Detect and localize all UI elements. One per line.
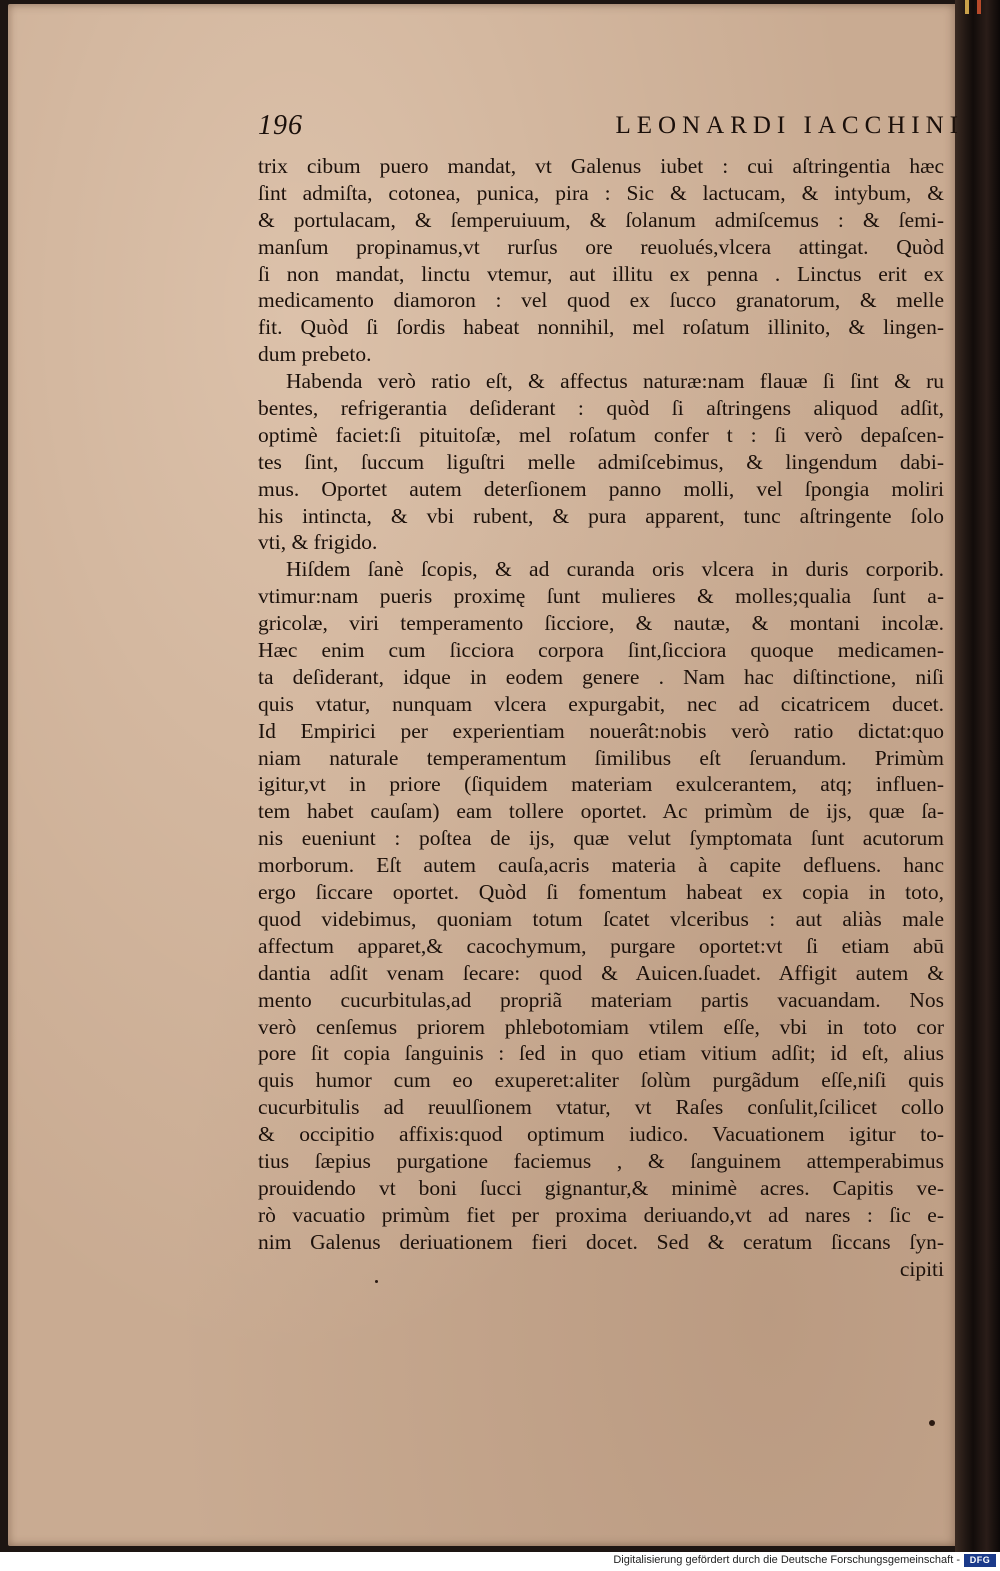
catchword-line (258, 1256, 944, 1283)
text-line: rò vacuatio primùm fiet per proxima deriuando,vt ad nares : ſic e- (258, 1202, 944, 1227)
edge-mark (965, 0, 969, 14)
text-line: Id Empirici per experientiam nouerât:nobis verò ratio dictat:quo (258, 718, 944, 743)
ink-speck (929, 1420, 935, 1426)
text-line: & occipitio affixis:quod optimum iudico. Vacuationem igitur to- (258, 1122, 944, 1147)
text-line: vtimur:nam pueris proximę ſunt mulieres & molles;qualia ſunt a- (258, 584, 944, 609)
page-number: 196 (258, 110, 303, 141)
text-line: Habenda verò ratio eſt, & affectus naturæ:nam flauæ ſi ſint & ru (286, 369, 944, 394)
text-line: quis humor cum eo exuperet:aliter ſolùm purgãdum eſſe,niſi quis (258, 1068, 944, 1093)
text-line: medicamento diamoron : vel quod ex ſucco granatorum, & melle (258, 288, 944, 313)
text-line: his intincta, & vbi rubent, & pura apparent, tunc aſtringente ſolo (258, 503, 944, 528)
body-text (258, 153, 944, 1282)
text-line: cucurbitulis ad reuulſionem vtatur, vt Raſes conſulit,ſcilicet collo (258, 1095, 944, 1120)
text-line: tes ſint, ſuccum liguſtri melle admiſcebimus, & lingendum dabi- (258, 449, 944, 474)
text-line: dantia adſit venam ſecare: quod & Auicen.ſuadet. Affigit autem & (258, 960, 944, 985)
text-line: verò cenſemus priorem phlebotomiam vtilem eſſe, vbi in toto cor (258, 1014, 944, 1039)
text-line: pore ſit copia ſanguinis : ſed in quo etiam vitium adſit; id eſt, alius (258, 1041, 944, 1066)
text-line: morborum. Eſt autem cauſa,acris materia à capite defluens. hanc (258, 853, 944, 878)
text-line: quod videbimus, quoniam totum ſcatet vlceribus : aut aliàs male (258, 906, 944, 931)
text-line: tius ſæpius purgatione faciemus , & ſanguinem attemperabimus (258, 1148, 944, 1173)
text-line: gricolæ, viri temperamento ſicciore, & nautæ, & montani incolæ. (258, 611, 944, 636)
running-head (258, 110, 964, 144)
text-line: fit. Quòd ſi ſordis habeat nonnihil, mel roſatum illinito, & lingen- (258, 315, 944, 340)
dfg-logo: DFG (964, 1554, 996, 1567)
text-line: ſint admiſta, cotonea, punica, pira : Sic & lactucam, & intybum, & (258, 180, 944, 205)
page-edge (955, 0, 1000, 1552)
text-line: nim Galenus deriuationem fieri docet. Sed & ceratum ſiccans ſyn- (258, 1229, 944, 1254)
text-line: manſum propinamus,vt rurſus ore reuolués,vlcera attingat. Quòd (258, 234, 944, 259)
text-line: & portulacam, & ſemperuiuum, & ſolanum admiſcemus : & ſemi- (258, 207, 944, 232)
catchword: cipiti (899, 1256, 944, 1281)
text-line: quis vtatur, nunquam vlcera expurgabit, nec ad cicatricem ducet. (258, 691, 944, 716)
text-line: mento cucurbitulas,ad propriã materiam partis vacuandam. Nos (258, 987, 944, 1012)
text-line: niam naturale temperamentum ſimilibus eſt ſeruandum. Primùm (258, 745, 944, 770)
funding-notice: Digitalisierung gefördert durch die Deutsche Forschungsgemeinschaft - (613, 1554, 960, 1566)
text-line: ergo ſiccare oportet. Quòd ſi fomentum habeat ex copia in toto, (258, 880, 944, 905)
text-line: dum prebeto. (258, 342, 372, 367)
text-line: Hiſdem ſanè ſcopis, & ad curanda oris vlcera in duris corporib. (286, 557, 944, 582)
text-line: Hæc enim cum ſicciora corpora ſint,ſicciora quoque medicamen- (258, 638, 944, 663)
footer-strip (0, 1552, 1000, 1571)
text-line: tem habet cauſam) eam tollere oportet. Ac primùm de ijs, quæ ſa- (258, 799, 944, 824)
text-line: prouidendo vt boni ſucci gignantur,& minimè acres. Capitis ve- (258, 1175, 944, 1200)
text-line: mus. Oportet autem deterſionem panno molli, vel ſpongia moliri (258, 476, 944, 501)
text-line: igitur,vt in priore (ſiquidem materiam exulcerantem, atq; influen- (258, 772, 944, 797)
edge-mark (977, 0, 981, 14)
text-line: ſi non mandat, linctu vtemur, aut illitu ex penna . Linctus erit ex (258, 261, 944, 286)
text-line: ta deſiderant, idque in eodem genere . Nam hac diſtinctione, niſi (258, 664, 944, 689)
text-line: vti, & frigido. (258, 530, 378, 555)
text-line: affectum apparet,& cacochymum, purgare oportet:vt ſi etiam abū (258, 933, 944, 958)
running-title: LEONARDI IACCHINI (615, 112, 964, 139)
text-line: optimè faciet:ſi pituitoſæ, mel roſatum confer t : ſi verò depaſcen- (258, 422, 944, 447)
text-line: trix cibum puero mandat, vt Galenus iubet : cui aſtringentia hæc (258, 154, 944, 178)
text-line: bentes, refrigerantia deſiderant : quòd ſi aſtringens aliquod adſit, (258, 396, 944, 421)
text-line: nis eueniunt : poſtea de ijs, quæ velut ſymptomata ſunt acutorum (258, 826, 944, 851)
